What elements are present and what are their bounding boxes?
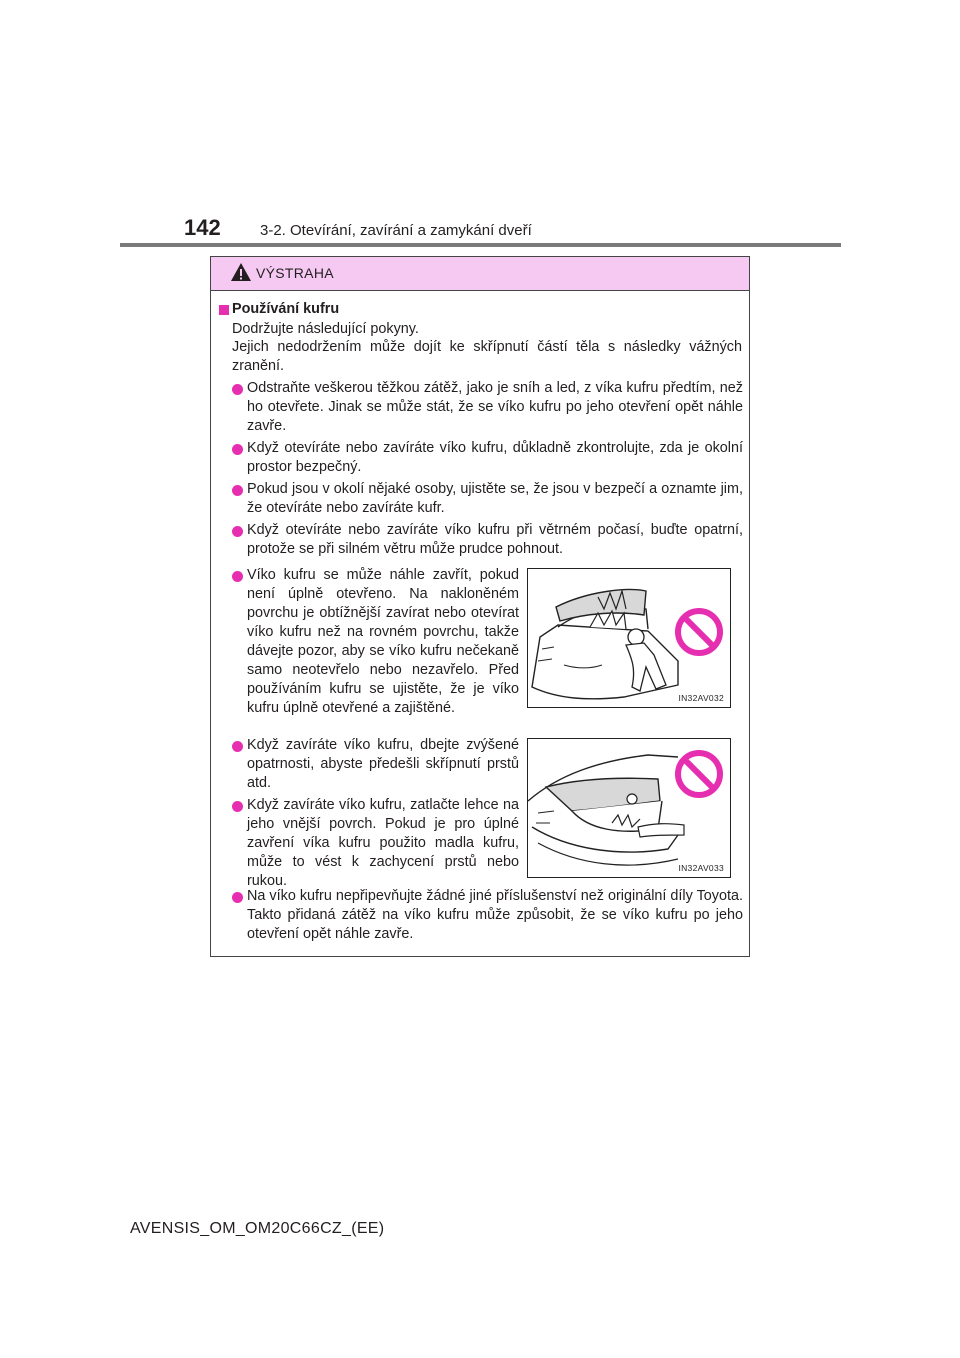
page-number: 142 <box>184 215 221 240</box>
section-title: 3-2. Otevírání, zavírání a zamykání dveří <box>260 222 532 239</box>
bullet-item: Víko kufru se může náhle zavřít, pokud není úplně otevřeno. Na nakloněném povrchu je obtížnější zavírat nebo otevírat víko kufru než na rovném povrchu, takže dávejte pozor, aby se víko kufru nečekaně samo neotevřelo nebo nezavřelo. Před používáním kufru se ujistěte, že je víko kufru úplně otevřené a zajištěné. <box>247 567 519 716</box>
bullet-item: Pokud jsou v okolí nějaké osoby, ujistěte se, že jsou v bezpečí a oznamte jim, že otevíráte nebo zavíráte kufr. <box>247 481 743 516</box>
illustration-trunk-closing-hands <box>527 738 731 878</box>
bullet-dot-icon <box>232 892 243 903</box>
bullet-dot-icon <box>232 384 243 395</box>
footer-model-code: AVENSIS_OM_OM20C66CZ_(EE) <box>130 1220 385 1237</box>
warning-box <box>210 256 750 957</box>
warning-title: VÝSTRAHA <box>256 265 334 281</box>
bullet-dot-icon <box>232 526 243 537</box>
bullet-dot-icon <box>232 444 243 455</box>
bullet-dot-icon <box>232 485 243 496</box>
bullet-item: Odstraňte veškerou těžkou zátěž, jako je sníh a led, z víka kufru předtím, než ho otevřete. Jinak se může stát, že se víko kufru po jeho otevření opět náhle zavře. <box>247 380 743 434</box>
prohibited-icon <box>674 749 724 799</box>
warning-header <box>211 257 749 291</box>
bullet-item: Když zavíráte víko kufru, zatlačte lehce na jeho vnější povrch. Pokud je pro úplné zavření víka kufru použito madla kufru, může to vést k zachycení prstů nebo rukou. <box>247 797 519 889</box>
bullet-dot-icon <box>232 801 243 812</box>
figure-code: IN32AV032 <box>678 693 724 703</box>
bullet-item: Když otevíráte nebo zavíráte víko kufru při větrném počasí, buďte opatrní, protože se při silném větru může prudce pohnout. <box>247 522 743 557</box>
bullet-dot-icon <box>232 741 243 752</box>
warning-heading: Používání kufru <box>232 301 340 317</box>
figure-code: IN32AV033 <box>678 863 724 873</box>
bullet-dot-icon <box>232 571 243 582</box>
intro-line-2: Jejich nedodržením může dojít ke skřípnutí částí těla s následky vážných zranění. <box>232 339 742 374</box>
bullet-item: Když zavíráte víko kufru, dbejte zvýšené opatrnosti, abyste předešli skřípnutí prstů atd. <box>247 737 519 791</box>
illustration-trunk-lid-falling <box>527 568 731 708</box>
warning-triangle-icon <box>230 262 252 282</box>
intro-line-1: Dodržujte následující pokyny. <box>232 321 419 337</box>
bullet-item: Když otevíráte nebo zavíráte víko kufru, důkladně zkontrolujte, zda je okolní prostor bezpečný. <box>247 440 743 475</box>
bullet-item: Na víko kufru nepřipevňujte žádné jiné příslušenství než originální díly Toyota. Takto přidaná zátěž na víko kufru může způsobit, že se víko kufru po jeho otevření opět náhle zavře. <box>247 888 743 942</box>
prohibited-icon <box>674 607 724 657</box>
header-divider <box>120 243 841 247</box>
section-square-icon <box>219 305 229 315</box>
